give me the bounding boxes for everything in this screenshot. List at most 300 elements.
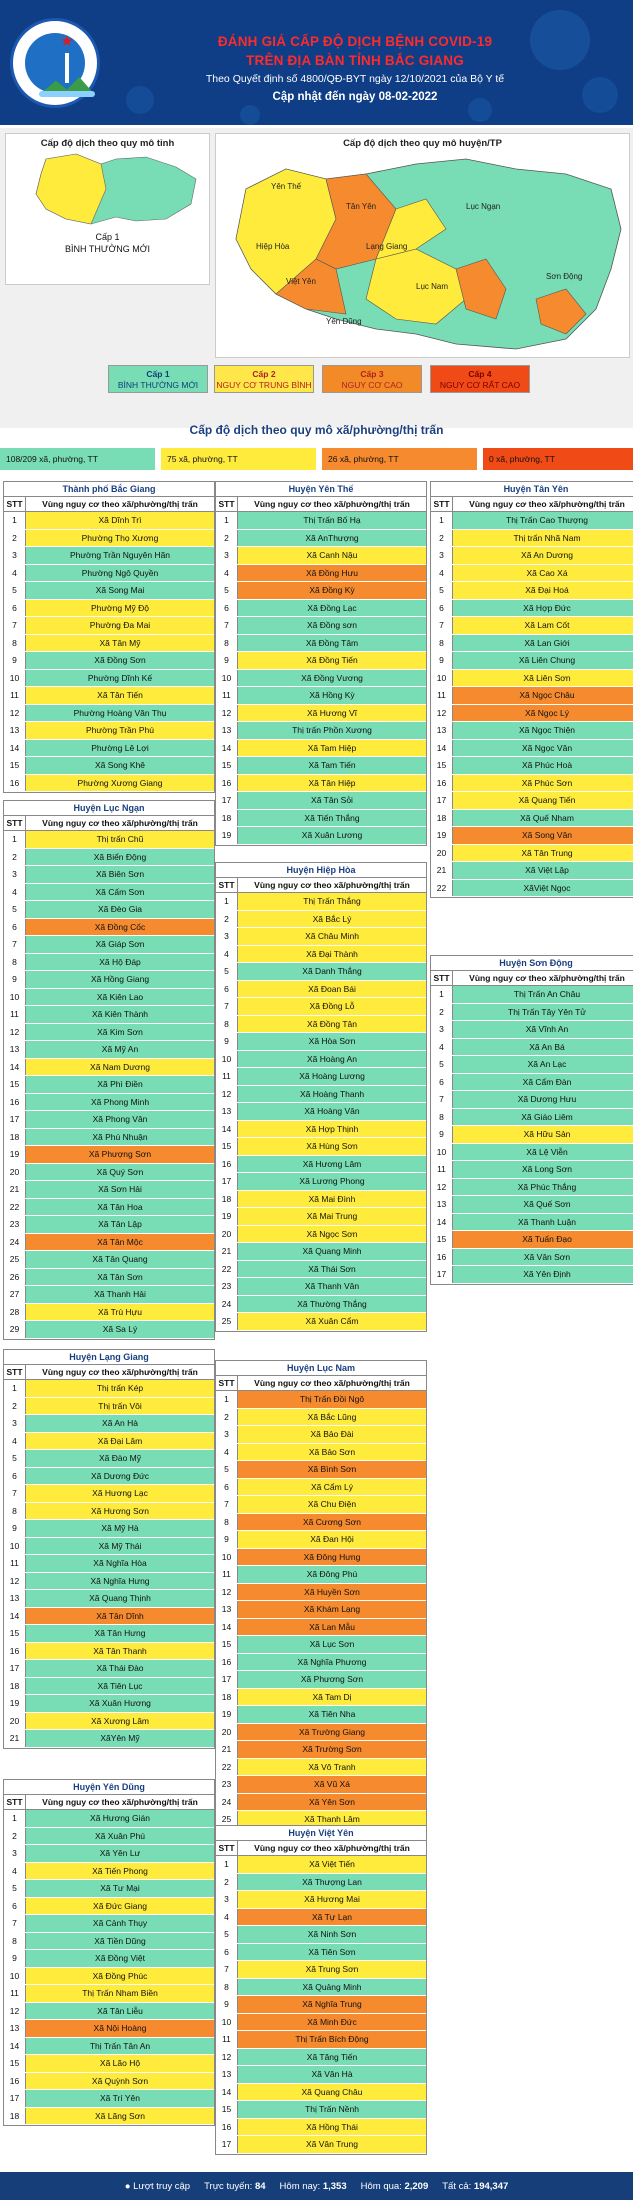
table-row [4, 1146, 214, 1164]
row-stt: 25 [216, 1313, 238, 1330]
row-stt: 16 [216, 2119, 238, 2136]
row-stt: 9 [431, 652, 453, 669]
commune-name: Xã Tiên Nha [238, 1706, 426, 1723]
commune-name: Xã Xuân Hương [26, 1695, 214, 1712]
table-row [4, 1863, 214, 1881]
table-row [216, 1426, 426, 1444]
commune-name: Xã Yên Định [453, 1266, 633, 1283]
row-stt: 2 [431, 1004, 453, 1021]
row-stt: 12 [431, 705, 453, 722]
table-row [4, 1915, 214, 1933]
row-stt: 16 [431, 1249, 453, 1266]
row-stt: 6 [4, 1898, 26, 1915]
table-row [216, 1944, 426, 1962]
row-stt: 18 [431, 810, 453, 827]
row-stt: 7 [431, 1091, 453, 1108]
table-row [216, 827, 426, 845]
commune-name: Xã Tam Dị [238, 1689, 426, 1706]
row-stt: 6 [4, 600, 26, 617]
row-stt: 23 [216, 1776, 238, 1793]
commune-name: Xã Phú Nhuận [26, 1129, 214, 1146]
row-stt: 2 [4, 849, 26, 866]
row-stt: 16 [431, 775, 453, 792]
table-row [216, 1121, 426, 1139]
row-stt: 22 [216, 1759, 238, 1776]
table-row [4, 1216, 214, 1234]
district-map-title: Cấp độ dịch theo quy mô huyện/TP [343, 138, 502, 149]
row-stt: 14 [216, 2084, 238, 2101]
commune-name: Xã Cấm Sơn [26, 884, 214, 901]
table-row [216, 2136, 426, 2154]
table-row [431, 986, 633, 1004]
table-row [4, 1695, 214, 1713]
table-row [4, 1968, 214, 1986]
table-row [216, 1496, 426, 1514]
row-stt: 2 [216, 911, 238, 928]
table-row [4, 1415, 214, 1433]
table-row [216, 946, 426, 964]
row-stt: 21 [4, 1730, 26, 1747]
commune-name: Xã Tân Mộc [26, 1234, 214, 1251]
province-map-panel [5, 133, 210, 285]
table-row [216, 2084, 426, 2102]
commune-name: Xã Trung Sơn [238, 1961, 426, 1978]
commune-name: Xã Trường Sơn [238, 1741, 426, 1758]
row-stt: 12 [216, 1584, 238, 1601]
table-row [4, 652, 214, 670]
commune-name: Xã Vũ Xá [238, 1776, 426, 1793]
table-row [4, 1828, 214, 1846]
commune-name: Xã Đồng Vương [238, 670, 426, 687]
row-stt: 2 [216, 1874, 238, 1891]
row-stt: 17 [216, 2136, 238, 2153]
table-row [216, 2014, 426, 2032]
summary-level-1: 108/209 xã, phường, TT [0, 448, 155, 470]
table-row [216, 1724, 426, 1742]
header-updated: Cập nhật đến ngày 08-02-2022 [272, 91, 438, 103]
commune-name: Xã Tiền Dũng [26, 1933, 214, 1950]
row-stt: 8 [216, 635, 238, 652]
row-stt: 3 [4, 547, 26, 564]
table-row [216, 2101, 426, 2119]
commune-name: Xã Mai Trung [238, 1208, 426, 1225]
commune-name: Xã Tân Hiệp [238, 775, 426, 792]
row-stt: 4 [4, 884, 26, 901]
commune-name: Xã An Dương [453, 547, 633, 564]
commune-name: Xã Biển Động [26, 849, 214, 866]
commune-name: Xã Bảo Sơn [238, 1444, 426, 1461]
row-stt: 5 [4, 901, 26, 918]
table-row [431, 1214, 633, 1232]
commune-name: Xã Vân Trung [238, 2136, 426, 2153]
commune-name: Xã Bắc Lý [238, 911, 426, 928]
commune-name: Thị Trấn Tây Yên Tử [453, 1004, 633, 1021]
row-stt: 15 [216, 2101, 238, 2118]
commune-name: Xã Tư Mại [26, 1880, 214, 1897]
table-row [431, 652, 633, 670]
commune-name: Xã Việt Lập [453, 862, 633, 879]
table-row [216, 1479, 426, 1497]
row-stt: 11 [216, 1068, 238, 1085]
commune-name: Xã Song Vân [453, 827, 633, 844]
district-title: Huyện Tân Yên [431, 482, 633, 497]
table-header: STT Vùng nguy cơ theo xã/phường/thị trấn [216, 497, 426, 512]
table-row [431, 1249, 633, 1267]
commune-name: Xã Hương Gián [26, 1810, 214, 1827]
commune-name: Xã Huyền Sơn [238, 1584, 426, 1601]
table-row [4, 1730, 214, 1748]
district-map-panel [215, 133, 630, 358]
commune-name: Xã Quang Minh [238, 1243, 426, 1260]
commune-name: Xã Tân Hưng [26, 1625, 214, 1642]
table-row [216, 1856, 426, 1874]
district-table-yt [215, 481, 427, 846]
row-stt: 1 [216, 1391, 238, 1408]
commune-name: Xã Nghĩa Hưng [26, 1573, 214, 1590]
district-table-hh [215, 862, 427, 1332]
header-title-1: ĐÁNH GIÁ CẤP ĐỘ DỊCH BỆNH COVID-19 [217, 34, 493, 49]
commune-name: Xã Phượng Sơn [26, 1146, 214, 1163]
table-header: STT Vùng nguy cơ theo xã/phường/thị trấn [216, 1376, 426, 1391]
row-stt: 10 [216, 1549, 238, 1566]
commune-name: Xã Quế Sơn [453, 1196, 633, 1213]
table-row [4, 687, 214, 705]
table-row [216, 1051, 426, 1069]
table-row [431, 1004, 633, 1022]
table-row [216, 1296, 426, 1314]
table-row [4, 775, 214, 793]
table-row [431, 1109, 633, 1127]
commune-name: Thị trấn Vôi [26, 1398, 214, 1415]
table-row [216, 1461, 426, 1479]
table-row [4, 1129, 214, 1147]
row-stt: 7 [216, 998, 238, 1015]
table-row [216, 1566, 426, 1584]
table-row [431, 600, 633, 618]
table-row [431, 1161, 633, 1179]
table-row [431, 722, 633, 740]
row-stt: 17 [216, 1173, 238, 1190]
table-row [431, 512, 633, 530]
row-stt: 10 [431, 670, 453, 687]
district-table-ty [430, 481, 633, 898]
table-row [431, 1021, 633, 1039]
commune-name: Xã Dĩnh Trì [26, 512, 214, 529]
commune-name: Xã Cẩm Lý [238, 1479, 426, 1496]
table-row [4, 1573, 214, 1591]
table-row [216, 1891, 426, 1909]
row-stt: 18 [4, 2108, 26, 2125]
commune-name: Xã Thanh Luận [453, 1214, 633, 1231]
table-row [4, 1625, 214, 1643]
commune-name: XãYên Mỹ [26, 1730, 214, 1747]
table-row [216, 635, 426, 653]
commune-name: Xã Ngọc Châu [453, 687, 633, 704]
row-stt: 25 [216, 1811, 238, 1828]
row-stt: 19 [431, 827, 453, 844]
commune-name: Xã Chu Điện [238, 1496, 426, 1513]
commune-name: Xã Đồng Sơn [26, 652, 214, 669]
row-stt: 16 [4, 1094, 26, 1111]
table-row [431, 687, 633, 705]
district-table-lnam [215, 1360, 427, 1830]
commune-name: Xã Hòa Sơn [238, 1033, 426, 1050]
district-title: Huyện Việt Yên [216, 1826, 426, 1841]
table-row [4, 1059, 214, 1077]
table-row [4, 901, 214, 919]
commune-name: Xã Liên Sơn [453, 670, 633, 687]
commune-name: Xã Tân Hoa [26, 1199, 214, 1216]
row-stt: 18 [216, 1191, 238, 1208]
commune-name: Xã Phong Vân [26, 1111, 214, 1128]
commune-name: Xã Lãng Sơn [26, 2108, 214, 2125]
row-stt: 18 [216, 1689, 238, 1706]
commune-name: Xã Phong Minh [26, 1094, 214, 1111]
commune-name: Xã Phúc Hoà [453, 757, 633, 774]
row-stt: 14 [216, 1121, 238, 1138]
row-stt: 17 [4, 1111, 26, 1128]
district-title: Thành phố Bắc Giang [4, 482, 214, 497]
row-stt: 14 [216, 1619, 238, 1636]
legend-level-3: Cấp 3 NGUY CƠ CAO [322, 365, 422, 393]
table-row [4, 1678, 214, 1696]
commune-name: Xã Phúc Sơn [453, 775, 633, 792]
commune-name: Thị trấn Phồn Xương [238, 722, 426, 739]
commune-name: Xã Mỹ Hà [26, 1520, 214, 1537]
row-stt: 8 [216, 1514, 238, 1531]
commune-name: Xã Xuân Lương [238, 827, 426, 844]
row-stt: 19 [216, 1208, 238, 1225]
table-row [216, 2119, 426, 2137]
table-row [4, 2108, 214, 2126]
row-stt: 1 [216, 512, 238, 529]
commune-name: Xã Đức Giang [26, 1898, 214, 1915]
table-row [216, 687, 426, 705]
table-row [216, 1874, 426, 1892]
header-banner [0, 0, 633, 125]
commune-name: Xã Xuân Phú [26, 1828, 214, 1845]
commune-name: Xã Hoàng An [238, 1051, 426, 1068]
row-stt: 17 [4, 1660, 26, 1677]
table-row [4, 936, 214, 954]
row-stt: 16 [216, 775, 238, 792]
commune-name: Phường Lê Lợi [26, 740, 214, 757]
row-stt: 2 [216, 1409, 238, 1426]
commune-name: Xã Hợp Đức [453, 600, 633, 617]
commune-name: Xã Giáp Sơn [26, 936, 214, 953]
commune-name: Xã Đông Phú [238, 1566, 426, 1583]
commune-name: Xã Lan Giới [453, 635, 633, 652]
commune-name: Thị trấn Kép [26, 1380, 214, 1397]
table-row [4, 530, 214, 548]
table-row [216, 2031, 426, 2049]
row-stt: 10 [431, 1144, 453, 1161]
district-table-bg [3, 481, 215, 793]
table-row [4, 1006, 214, 1024]
commune-name: Xã Vĩnh An [453, 1021, 633, 1038]
commune-name: Xã Đồng Tâm [238, 635, 426, 652]
row-stt: 1 [431, 512, 453, 529]
row-stt: 21 [216, 1243, 238, 1260]
row-stt: 13 [216, 722, 238, 739]
row-stt: 3 [216, 1426, 238, 1443]
row-stt: 17 [431, 1266, 453, 1283]
commune-name: Xã Đồng Tân [238, 1016, 426, 1033]
commune-name: Xã Hương Mai [238, 1891, 426, 1908]
table-header: STT Vùng nguy cơ theo xã/phường/thị trấn [4, 497, 214, 512]
table-row [216, 1261, 426, 1279]
table-row [431, 862, 633, 880]
ministry-logo [10, 18, 100, 108]
table-row [216, 757, 426, 775]
commune-name: Xã Thường Thắng [238, 1296, 426, 1313]
table-row [431, 582, 633, 600]
row-stt: 10 [4, 670, 26, 687]
commune-name: Xã Đan Hội [238, 1531, 426, 1548]
commune-name: Phường Xương Giang [26, 775, 214, 792]
district-table-sd [430, 955, 633, 1285]
row-stt: 19 [4, 1695, 26, 1712]
table-row [4, 617, 214, 635]
commune-name: Xã Ngọc Lý [453, 705, 633, 722]
commune-name: Xã Hùng Sơn [238, 1138, 426, 1155]
table-row [4, 1810, 214, 1828]
table-row [4, 635, 214, 653]
commune-name: Xã Thanh Lâm [238, 1811, 426, 1828]
commune-name: Xã Cương Sơn [238, 1514, 426, 1531]
row-stt: 9 [431, 1126, 453, 1143]
table-row [4, 2073, 214, 2091]
table-row [431, 530, 633, 548]
province-level-desc: BÌNH THƯỜNG MỚI [65, 244, 150, 254]
row-stt: 9 [216, 1996, 238, 2013]
commune-name: Xã Trù Hựu [26, 1304, 214, 1321]
row-stt: 2 [216, 530, 238, 547]
table-header: STT Vùng nguy cơ theo xã/phường/thị trấn [216, 1841, 426, 1856]
row-stt: 8 [4, 1933, 26, 1950]
commune-name: Xã Bắc Lũng [238, 1409, 426, 1426]
table-row [431, 1196, 633, 1214]
commune-name: Thị trấn Nhã Nam [453, 530, 633, 547]
commune-name: Xã Hồng Kỳ [238, 687, 426, 704]
table-row [431, 792, 633, 810]
table-header: STT Vùng nguy cơ theo xã/phường/thị trấn [4, 1365, 214, 1380]
table-row [431, 547, 633, 565]
table-row [216, 1979, 426, 1997]
commune-name: Xã Đại Lâm [26, 1433, 214, 1450]
row-stt: 16 [216, 1654, 238, 1671]
row-stt: 2 [4, 530, 26, 547]
row-stt: 14 [4, 1608, 26, 1625]
row-stt: 4 [216, 565, 238, 582]
row-stt: 14 [431, 740, 453, 757]
row-stt: 13 [431, 1196, 453, 1213]
commune-section-title: Cấp độ dịch theo quy mô xã/phường/thị trấn [189, 423, 444, 437]
table-row [216, 1156, 426, 1174]
table-row [216, 565, 426, 583]
commune-name: Xã Đồng Lỗ [238, 998, 426, 1015]
table-row [216, 1313, 426, 1331]
table-row [4, 1041, 214, 1059]
commune-name: Xã Hoàng Thanh [238, 1086, 426, 1103]
row-stt: 3 [216, 547, 238, 564]
table-header: STT Vùng nguy cơ theo xã/phường/thị trấn [4, 816, 214, 831]
row-stt: 8 [4, 954, 26, 971]
table-row [216, 1514, 426, 1532]
commune-name: Xã Phương Sơn [238, 1671, 426, 1688]
table-header: STT Vùng nguy cơ theo xã/phường/thị trấn [4, 1795, 214, 1810]
row-stt: 16 [216, 1156, 238, 1173]
district-title: Huyện Lục Nam [216, 1361, 426, 1376]
table-row [216, 1776, 426, 1794]
commune-name: Xã Sa Lý [26, 1321, 214, 1338]
commune-name: Xã Đồng Cốc [26, 919, 214, 936]
legend-level-1: Cấp 1 BÌNH THƯỜNG MỚI [108, 365, 208, 393]
table-row [216, 1926, 426, 1944]
table-row [4, 670, 214, 688]
table-row [431, 1056, 633, 1074]
district-title: Huyện Yên Thế [216, 482, 426, 497]
commune-name: Xã Canh Nậu [238, 547, 426, 564]
table-row [216, 1961, 426, 1979]
commune-name: Xã Tam Tiến [238, 757, 426, 774]
row-stt: 21 [431, 862, 453, 879]
commune-name: Xã Lão Hộ [26, 2055, 214, 2072]
table-row [216, 705, 426, 723]
commune-name: Phường Thọ Xương [26, 530, 214, 547]
table-header: STT Vùng nguy cơ theo xã/phường/thị trấn [431, 497, 633, 512]
district-title: Huyện Lục Ngạn [4, 801, 214, 816]
commune-name: Xã Tân Tiến [26, 687, 214, 704]
row-stt: 18 [216, 810, 238, 827]
table-row [431, 1231, 633, 1249]
commune-name: Xã Cẩm Đàn [453, 1074, 633, 1091]
commune-name: Xã Châu Minh [238, 928, 426, 945]
commune-name: Phường Mỹ Độ [26, 600, 214, 617]
row-stt: 17 [216, 792, 238, 809]
row-stt: 23 [4, 1216, 26, 1233]
legend-level-4: Cấp 4 NGUY CƠ RẤT CAO [430, 365, 530, 393]
commune-name: Xã An Lạc [453, 1056, 633, 1073]
row-stt: 17 [431, 792, 453, 809]
row-stt: 20 [216, 1724, 238, 1741]
table-row [216, 1086, 426, 1104]
row-stt: 6 [4, 1468, 26, 1485]
row-stt: 15 [431, 757, 453, 774]
table-row [4, 1398, 214, 1416]
commune-name: Xã Song Khê [26, 757, 214, 774]
table-row [216, 1794, 426, 1812]
commune-name: Xã Yên Lư [26, 1845, 214, 1862]
row-stt: 8 [216, 1979, 238, 1996]
online-stat: Trực tuyến: 84 [204, 2180, 266, 2192]
commune-name: Xã Tiên Sơn [238, 1944, 426, 1961]
row-stt: 9 [4, 1950, 26, 1967]
commune-name: Xã Hương Vĩ [238, 705, 426, 722]
table-row [4, 1503, 214, 1521]
row-stt: 15 [431, 1231, 453, 1248]
row-stt: 5 [431, 1056, 453, 1073]
table-row [216, 998, 426, 1016]
row-stt: 5 [4, 1880, 26, 1897]
commune-name: Xã Trường Giang [238, 1724, 426, 1741]
table-row [216, 1601, 426, 1619]
table-row [216, 775, 426, 793]
table-row [4, 1286, 214, 1304]
commune-name: Xã Dương Đức [26, 1468, 214, 1485]
commune-name: Xã Cao Xá [453, 565, 633, 582]
table-row [4, 1538, 214, 1556]
